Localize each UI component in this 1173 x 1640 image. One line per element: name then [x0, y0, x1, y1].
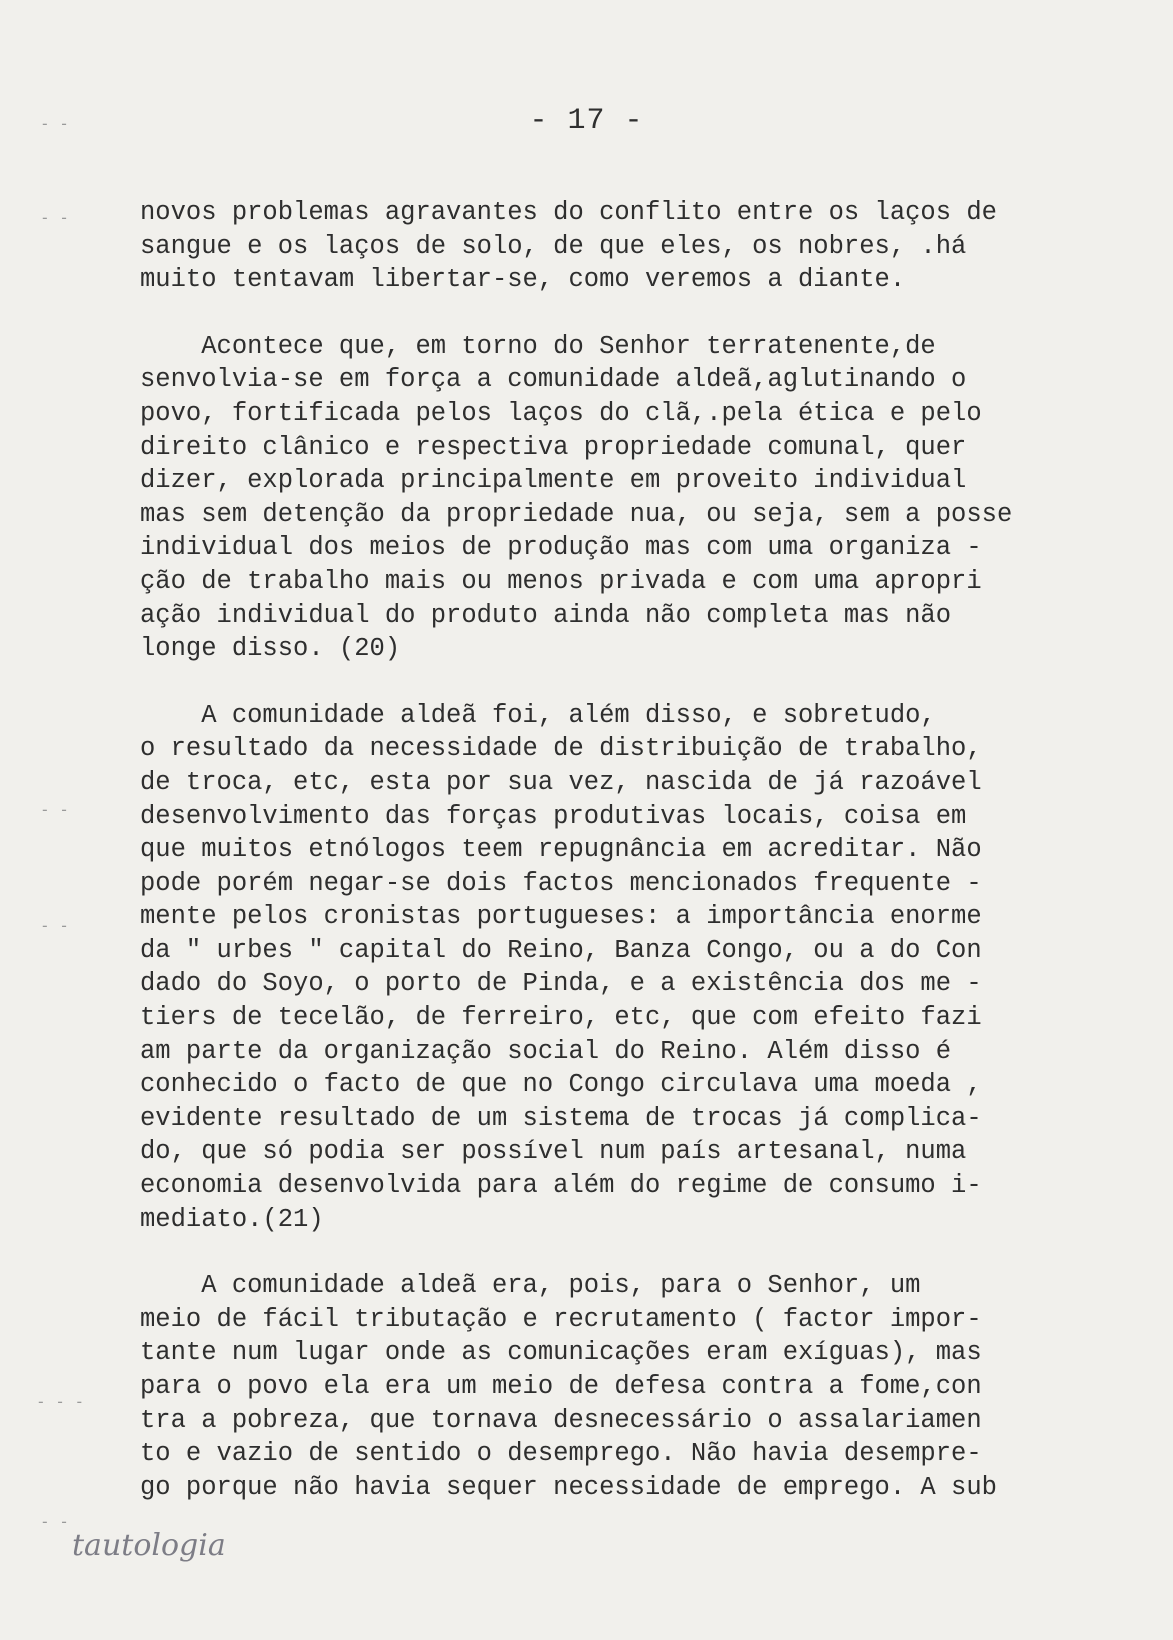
margin-mark: - - [40, 916, 69, 935]
text-line: do, que só podia ser possível num país artesanal, numa [140, 1137, 967, 1167]
margin-mark: - - [40, 800, 69, 819]
text-line: o resultado da necessidade de distribuição de trabalho, [140, 734, 982, 764]
margin-mark: - - [40, 1512, 69, 1531]
text-line: Acontece que, em torno do Senhor terratenente,de [140, 331, 936, 361]
text-line: ação individual do produto ainda não completa mas não [140, 600, 952, 630]
text-line: meio de fácil tributação e recrutamento ( factor impor- [140, 1304, 982, 1334]
text-line: pode porém negar-se dois factos mencionados frequente - [140, 868, 982, 898]
text-line: sangue e os laços de solo, de que eles, os nobres, .há [140, 231, 967, 261]
paragraph [140, 330, 1060, 666]
text-line: am parte da organização social do Reino. Além disso é [140, 1036, 952, 1066]
margin-mark: - - [40, 208, 69, 227]
text-line: tiers de tecelão, de ferreiro, etc, que com efeito fazi [140, 1003, 982, 1033]
margin-mark: - - - [36, 1392, 85, 1411]
text-line: dado do Soyo, o porto de Pinda, e a existência dos me - [140, 969, 982, 999]
text-line: muito tentavam libertar-se, como veremos a diante. [140, 265, 906, 295]
paragraph [140, 196, 1060, 297]
text-line: ção de trabalho mais ou menos privada e com uma apropri [140, 566, 982, 596]
text-line: A comunidade aldeã foi, além disso, e sobretudo, [140, 700, 936, 730]
text-line: direito clânico e respectiva propriedade comunal, quer [140, 432, 967, 462]
text-line: mediato.(21) [140, 1204, 324, 1234]
paragraph [140, 1269, 1060, 1504]
text-line: to e vazio de sentido o desemprego. Não havia desempre- [140, 1439, 982, 1469]
text-line: mente pelos cronistas portugueses: a importância enorme [140, 902, 982, 932]
text-line: que muitos etnólogos teem repugnância em acreditar. Não [140, 835, 982, 865]
text-line: longe disso. (20) [140, 634, 401, 664]
text-line: individual dos meios de produção mas com uma organiza - [140, 533, 982, 563]
text-line: para o povo ela era um meio de defesa contra a fome,con [140, 1372, 982, 1401]
text-line: mas sem detenção da propriedade nua, ou seja, sem a posse [140, 499, 1013, 529]
body-text [140, 196, 1060, 1504]
text-line: novos problemas agravantes do conflito entre os laços de [140, 198, 997, 227]
text-line: go porque não havia sequer necessidade de emprego. A sub [140, 1472, 997, 1502]
text-line: povo, fortificada pelos laços do clã,.pela ética e pelo [140, 398, 982, 428]
text-line: economia desenvolvida para além do regime de consumo i- [140, 1171, 982, 1201]
text-line: tante num lugar onde as comunicações eram exíguas), mas [140, 1338, 982, 1368]
text-line: da " urbes " capital do Reino, Banza Congo, ou a do Con [140, 935, 982, 965]
paragraph [140, 699, 1060, 1237]
text-line: tra a pobreza, que tornava desnecessário o assalariamen [140, 1405, 982, 1435]
text-line: desenvolvimento das forças produtivas locais, coisa em [140, 801, 967, 831]
text-line: dizer, explorada principalmente em proveito individual [140, 466, 967, 496]
page-number: - 17 - [529, 104, 644, 138]
margin-mark: - - [40, 114, 69, 133]
text-line: A comunidade aldeã era, pois, para o Senhor, um [140, 1271, 921, 1301]
text-line: senvolvia-se em força a comunidade aldeã,aglutinando o [140, 365, 967, 395]
handwritten-margin-note: tautologia [72, 1528, 226, 1563]
text-line: evidente resultado de um sistema de trocas já complica- [140, 1103, 982, 1133]
text-line: conhecido o facto de que no Congo circulava uma moeda , [140, 1070, 982, 1100]
text-line: de troca, etc, esta por sua vez, nascida de já razoável [140, 767, 982, 797]
